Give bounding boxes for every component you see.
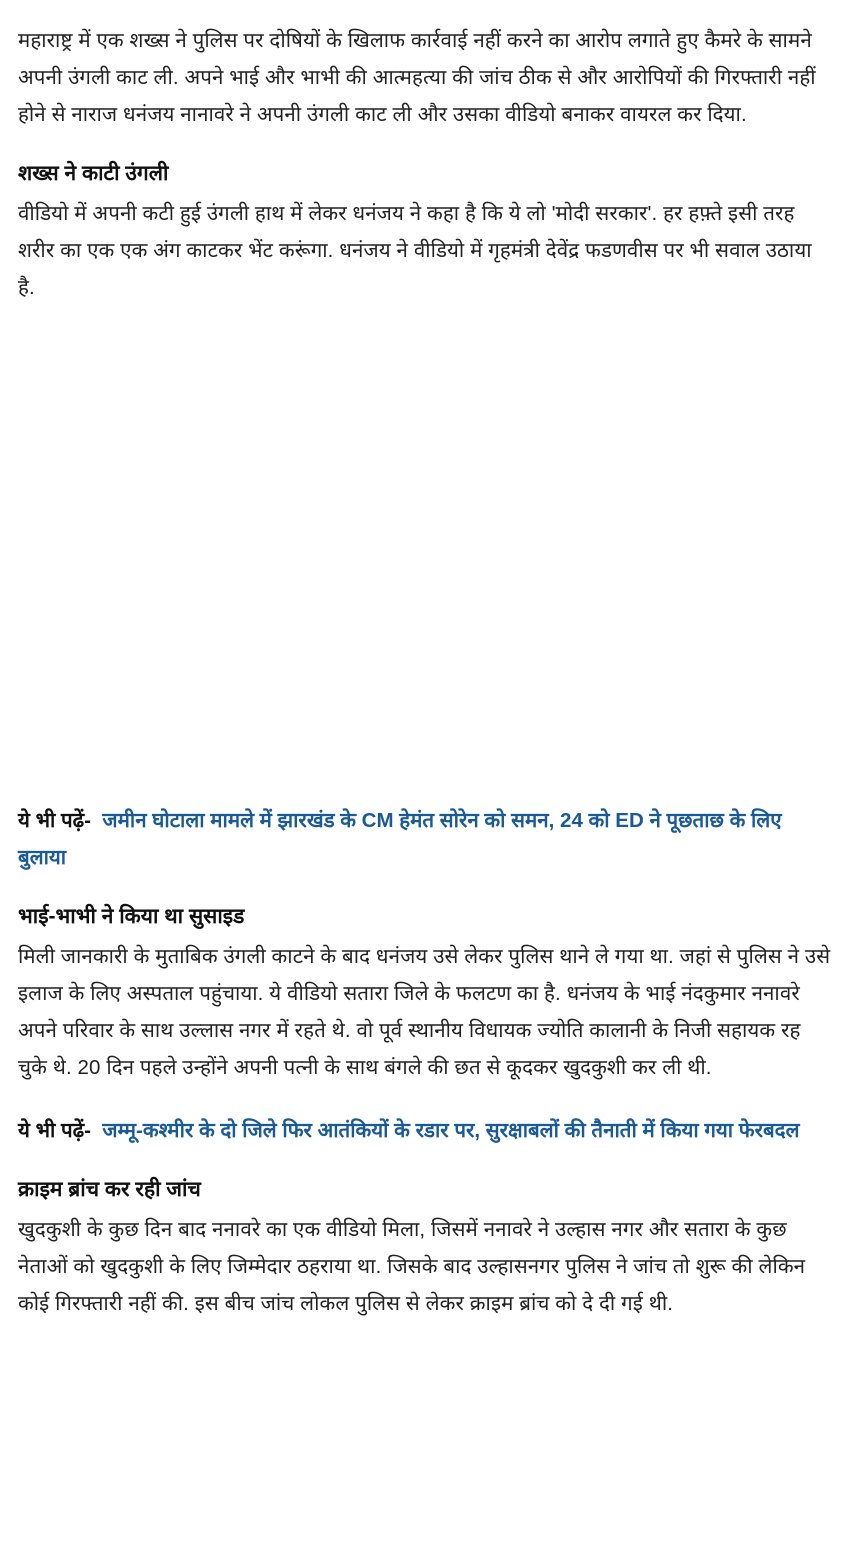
- section-paragraph-crime-branch: खुदकुशी के कुछ दिन बाद ननावरे का एक वीडियो मिला, जिसमें ननावरे ने उल्हास नगर और सतारा के कुछ नेताओं को खुदकुशी के लिए जिम्मेदार ठहराया था. जिसके बाद उल्हासनगर पुलिस ने जांच तो शुरू की लेकिन कोई गिरफ्तारी नहीं की. इस बीच जांच लोकल पुलिस से लेकर क्राइम ब्रांच को दे दी गई थी.: [18, 1218, 806, 1315]
- section-heading-katee-ungli: शख्स ने काटी उंगली: [18, 162, 169, 185]
- embedded-media-placeholder: [18, 332, 832, 802]
- read-more-1: [18, 802, 832, 876]
- read-more-label-2: ये भी पढ़ें-: [18, 1119, 92, 1142]
- read-more-label-1: ये भी पढ़ें-: [18, 809, 92, 832]
- section-heading-crime-branch: क्राइम ब्रांच कर रही जांच: [18, 1178, 201, 1201]
- read-more-link-1[interactable]: जमीन घोटाला मामले में झारखंड के CM हेमंत सोरेन को समन, 24 को ED ने पूछताछ के लिए बुलाया: [18, 809, 782, 869]
- read-more-link-2[interactable]: जम्मू-कश्मीर के दो जिले फिर आतंकियों के रडार पर, सुरक्षाबलों की तैनाती में किया गया फेरबदल: [102, 1119, 800, 1142]
- intro-paragraph: महाराष्ट्र में एक शख्स ने पुलिस पर दोषियों के खिलाफ कार्रवाई नहीं करने का आरोप लगाते हुए कैमरे के सामने अपनी उंगली काट ली. अपने भाई और भाभी की आत्महत्या की जांच ठीक से और आरोपियों की गिरफ्तारी नहीं होने से नाराज धनंजय नानावरे ने अपनी उंगली काट ली और उसका वीडियो बनाकर वायरल कर दिया.: [18, 29, 816, 126]
- section-paragraph-katee-ungli: वीडियो में अपनी कटी हुई उंगली हाथ में लेकर धनंजय ने कहा है कि ये लो 'मोदी सरकार'. हर हफ़्ते इसी तरह शरीर का एक एक अंग काटकर भेंट करूंगा. धनंजय ने वीडियो में गृहमंत्री देवेंद्र फडणवीस पर भी सवाल उठाया है.: [18, 202, 812, 299]
- section-paragraph-bhai-bhabhi: मिली जानकारी के मुताबिक उंगली काटने के बाद धनंजय उसे लेकर पुलिस थाने ले गया था. जहां से पुलिस ने उसे इलाज के लिए अस्पताल पहुंचाया. ये वीडियो सतारा जिले के फलटण का है. धनंजय के भाई नंदकुमार ननावरे अपने परिवार के साथ उल्लास नगर में रहते थे. वो पूर्व स्थानीय विधायक ज्योति कालानी के निजी सहायक रह चुके थे. 20 दिन पहले उन्होंने अपनी पत्नी के साथ बंगले की छत से कूदकर खुदकुशी कर ली थी.: [18, 945, 831, 1079]
- read-more-2: [18, 1112, 832, 1149]
- section-heading-bhai-bhabhi: भाई-भाभी ने किया था सुसाइड: [18, 905, 245, 928]
